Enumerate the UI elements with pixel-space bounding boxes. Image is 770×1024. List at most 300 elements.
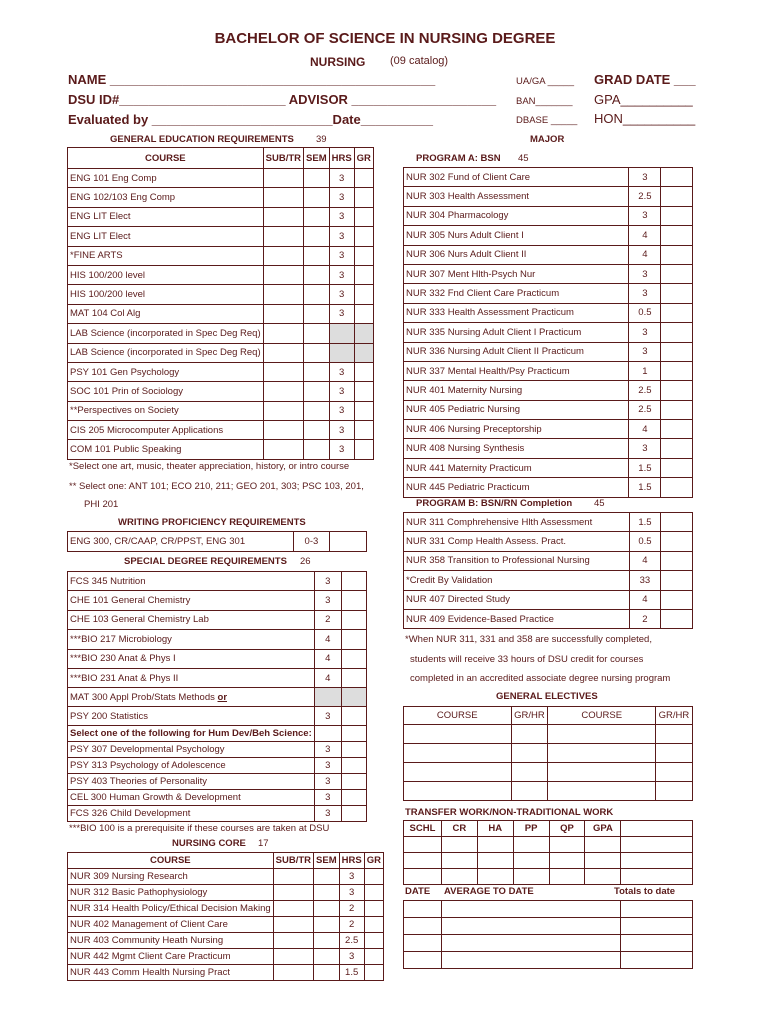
name-field[interactable]: NAME _____________________________________________	[68, 72, 436, 87]
table-row	[404, 168, 693, 187]
entry-cell[interactable]	[548, 744, 656, 763]
grade-cell[interactable]	[661, 381, 693, 400]
hrs-cell: 3	[329, 304, 354, 323]
subtr-cell[interactable]	[273, 917, 313, 933]
course-cell: CHE 103 General Chemistry Lab	[68, 610, 315, 629]
grade-cell[interactable]	[661, 513, 693, 532]
table-row	[404, 837, 693, 853]
hrs-cell: 4	[314, 649, 341, 668]
subtr-cell[interactable]	[273, 949, 313, 965]
entry-cell[interactable]	[585, 853, 621, 869]
grade-cell[interactable]	[661, 168, 693, 187]
program-a-table	[403, 167, 693, 498]
grade-cell[interactable]	[354, 169, 373, 188]
grade-cell[interactable]	[354, 362, 373, 381]
entry-cell[interactable]	[621, 837, 693, 853]
sem-cell[interactable]	[304, 285, 330, 304]
grade-cell[interactable]	[354, 246, 373, 265]
totals-table	[403, 900, 693, 969]
hrs-cell: 0.5	[629, 303, 661, 322]
subtr-cell[interactable]	[263, 382, 303, 401]
entry-cell[interactable]	[513, 853, 549, 869]
grade-cell[interactable]	[341, 726, 366, 742]
entry-cell[interactable]	[655, 744, 692, 763]
entry-cell[interactable]	[511, 763, 548, 782]
totals-label: Totals to date	[614, 886, 676, 897]
hrs-cell: 4	[629, 590, 661, 609]
grade-cell[interactable]	[354, 421, 373, 440]
sem-cell[interactable]	[314, 933, 340, 949]
hrs-cell: 3	[314, 591, 341, 610]
course-cell: PSY 313 Psychology of Adolescence	[68, 758, 315, 774]
hrs-cell: 2	[339, 917, 364, 933]
grade-cell[interactable]	[661, 439, 693, 458]
grade-cell[interactable]	[341, 591, 366, 610]
table-row	[68, 421, 374, 440]
subtr-cell[interactable]	[273, 869, 313, 885]
subtr-cell[interactable]	[273, 885, 313, 901]
entry-cell[interactable]	[621, 952, 693, 969]
entry-cell[interactable]	[549, 853, 585, 869]
sem-cell[interactable]	[304, 440, 330, 459]
table-row	[404, 206, 693, 225]
subtr-cell[interactable]	[263, 304, 303, 323]
subtr-cell[interactable]	[263, 227, 303, 246]
grade-cell[interactable]	[341, 649, 366, 668]
table-row	[404, 763, 693, 782]
mat-label: MAT 300 Appl Prob/Stats Methods	[70, 691, 215, 703]
table-row	[404, 361, 693, 380]
sem-cell	[304, 343, 330, 362]
entry-cell[interactable]	[441, 901, 620, 918]
subtr-cell[interactable]	[263, 440, 303, 459]
writing-title: WRITING PROFICIENCY REQUIREMENTS	[118, 517, 306, 528]
subtr-cell[interactable]	[263, 169, 303, 188]
subtr-cell[interactable]	[263, 265, 303, 284]
hrs-cell: 3	[314, 742, 341, 758]
table-row	[404, 187, 693, 206]
entry-cell[interactable]	[585, 869, 621, 885]
course-cell: NUR 335 Nursing Adult Client I Practicum	[404, 323, 629, 342]
subtr-cell[interactable]	[263, 207, 303, 226]
hrs-cell: 3	[314, 572, 341, 591]
grade-cell[interactable]	[354, 382, 373, 401]
special-table	[67, 571, 367, 822]
grade-cell[interactable]	[661, 571, 693, 590]
table-row	[68, 227, 374, 246]
entry-cell[interactable]	[404, 901, 442, 918]
subtr-cell[interactable]	[263, 362, 303, 381]
grade-cell[interactable]	[661, 551, 693, 570]
program-b-table	[403, 512, 693, 629]
evaluated-by-field[interactable]: Evaluated by _________________________Date__________	[68, 112, 434, 127]
table-row	[68, 901, 384, 917]
grade-cell[interactable]	[354, 401, 373, 420]
grade-cell[interactable]	[661, 245, 693, 264]
grade-cell[interactable]	[661, 590, 693, 609]
subtr-cell[interactable]	[263, 401, 303, 420]
entry-cell[interactable]	[441, 918, 620, 935]
table-row	[404, 782, 693, 801]
electives-body	[404, 725, 693, 801]
course-cell: NUR 408 Nursing Synthesis	[404, 439, 629, 458]
entry-cell[interactable]	[477, 837, 513, 853]
course-cell: NUR 311 Comphrehensive Hlth Assessment	[404, 513, 630, 532]
program-b-title: PROGRAM B: BSN/RN Completion	[416, 498, 573, 509]
entry-cell[interactable]	[621, 853, 693, 869]
entry-cell[interactable]	[548, 782, 656, 801]
sem-cell[interactable]	[304, 207, 330, 226]
course-cell: NUR 314 Health Policy/Ethical Decision Making	[68, 901, 274, 917]
sem-cell[interactable]	[304, 227, 330, 246]
entry-cell[interactable]	[655, 725, 692, 744]
table-row	[68, 917, 384, 933]
course-cell: NUR 407 Directed Study	[404, 590, 630, 609]
grade-cell[interactable]	[661, 264, 693, 283]
col-gr: GR	[364, 853, 383, 869]
entry-cell[interactable]	[621, 901, 693, 918]
entry-cell[interactable]	[404, 853, 442, 869]
table-row	[68, 188, 374, 207]
hrs-cell: 3	[629, 206, 661, 225]
table-row	[68, 572, 367, 591]
entry-cell[interactable]	[548, 763, 656, 782]
grade-cell[interactable]	[661, 458, 693, 477]
entry-cell[interactable]	[621, 869, 693, 885]
course-cell: NUR 337 Mental Health/Psy Practicum	[404, 361, 629, 380]
grade-cell[interactable]	[661, 609, 693, 628]
grade-cell[interactable]	[354, 227, 373, 246]
grade-cell[interactable]	[364, 965, 383, 981]
entry-cell[interactable]	[404, 837, 442, 853]
col-hrs: HRS	[339, 853, 364, 869]
table-row	[68, 630, 367, 649]
course-cell: CEL 300 Human Growth & Development	[68, 790, 315, 806]
grade-cell[interactable]	[341, 572, 366, 591]
grade-cell[interactable]	[661, 187, 693, 206]
hum-select-note: Select one of the following for Hum Dev/Beh Science:	[68, 726, 315, 742]
table-row	[68, 324, 374, 343]
col-sem: SEM	[304, 148, 330, 169]
course-cell: PSY 307 Developmental Psychology	[68, 742, 315, 758]
hrs-cell: 4	[629, 551, 661, 570]
entry-cell[interactable]	[513, 869, 549, 885]
table-row	[68, 440, 374, 459]
table-row	[404, 571, 693, 590]
subtr-cell[interactable]	[263, 246, 303, 265]
hon-field[interactable]: HON__________	[594, 111, 696, 126]
hrs-cell: 2.5	[629, 400, 661, 419]
col-subtr: SUB/TR	[273, 853, 313, 869]
core-hours: 17	[258, 838, 269, 849]
entry-cell[interactable]	[441, 853, 477, 869]
sem-cell[interactable]	[314, 885, 340, 901]
grade-cell[interactable]	[341, 758, 366, 774]
table-row	[68, 591, 367, 610]
grade-cell[interactable]	[661, 284, 693, 303]
grade-cell[interactable]	[661, 532, 693, 551]
subtr-cell[interactable]	[263, 188, 303, 207]
entry-cell[interactable]	[549, 837, 585, 853]
program-name: NURSING	[310, 55, 366, 69]
subtr-cell[interactable]	[273, 933, 313, 949]
subtr-cell	[263, 343, 303, 362]
writing-hrs: 0-3	[293, 532, 330, 552]
course-cell: NUR 443 Comm Health Nursing Pract	[68, 965, 274, 981]
hrs-cell: 3	[629, 168, 661, 187]
or-label: or	[217, 691, 228, 703]
hrs-cell: 3	[329, 401, 354, 420]
grade-cell[interactable]	[341, 630, 366, 649]
mat-course	[68, 688, 315, 707]
grade-cell[interactable]	[330, 532, 367, 552]
table-row	[404, 478, 693, 497]
grade-cell[interactable]	[661, 420, 693, 439]
grade-cell[interactable]	[341, 668, 366, 687]
course-cell: NUR 336 Nursing Adult Client II Practicum	[404, 342, 629, 361]
col-gr: GR	[354, 148, 373, 169]
course-cell: NUR 403 Community Heath Nursing	[68, 933, 274, 949]
sem-cell[interactable]	[304, 362, 330, 381]
electives-header-row	[404, 707, 693, 725]
table-row	[404, 420, 693, 439]
entry-cell[interactable]	[404, 952, 442, 969]
entry-cell[interactable]	[549, 869, 585, 885]
table-row	[68, 362, 374, 381]
entry-cell[interactable]	[621, 935, 693, 952]
course-cell: MAT 104 Col Alg	[68, 304, 264, 323]
course-cell: HIS 100/200 level	[68, 285, 264, 304]
sem-cell[interactable]	[304, 421, 330, 440]
course-cell: PSY 403 Theories of Personality	[68, 774, 315, 790]
grade-cell[interactable]	[354, 440, 373, 459]
hrs-cell: 4	[629, 245, 661, 264]
table-row	[68, 933, 384, 949]
program-b-note-1: *When NUR 311, 331 and 358 are successfully completed,	[405, 634, 652, 645]
entry-cell[interactable]	[548, 725, 656, 744]
hrs-cell: 3	[629, 323, 661, 342]
table-row	[68, 343, 374, 362]
table-row	[404, 532, 693, 551]
table-row	[68, 726, 367, 742]
course-cell: NUR 306 Nurs Adult Client II	[404, 245, 629, 264]
course-cell: NUR 402 Management of Client Care	[68, 917, 274, 933]
sem-cell[interactable]	[314, 949, 340, 965]
table-row	[404, 725, 693, 744]
grade-cell[interactable]	[341, 742, 366, 758]
entry-cell[interactable]	[404, 782, 512, 801]
course-cell: NUR 303 Health Assessment	[404, 187, 629, 206]
grade-cell[interactable]	[661, 206, 693, 225]
average-label: AVERAGE TO DATE	[444, 886, 534, 897]
hrs-cell: 3	[329, 265, 354, 284]
table-row	[68, 610, 367, 629]
col-grhr: GR/HR	[655, 707, 692, 725]
table-row	[404, 381, 693, 400]
table-row	[404, 264, 693, 283]
uaga-field[interactable]: UA/GA _____	[516, 76, 575, 87]
table-row	[404, 513, 693, 532]
grade-cell[interactable]	[661, 478, 693, 497]
grade-cell[interactable]	[661, 323, 693, 342]
ban-field[interactable]: BAN_______	[516, 96, 573, 107]
gpa-field[interactable]: GPA__________	[594, 92, 693, 107]
course-cell: ENG 101 Eng Comp	[68, 169, 264, 188]
grade-cell[interactable]	[364, 885, 383, 901]
entry-cell[interactable]	[511, 782, 548, 801]
grade-cell	[354, 343, 373, 362]
entry-cell[interactable]	[585, 837, 621, 853]
course-cell: NUR 302 Fund of Client Care	[404, 168, 629, 187]
entry-cell[interactable]	[404, 725, 512, 744]
entry-cell[interactable]	[513, 837, 549, 853]
entry-cell[interactable]	[441, 935, 620, 952]
grade-cell[interactable]	[354, 207, 373, 226]
hrs-cell: 3	[329, 362, 354, 381]
course-cell: NUR 304 Pharmacology	[404, 206, 629, 225]
hrs-cell: 3	[314, 758, 341, 774]
program-a-hours: 45	[518, 153, 529, 164]
table-row	[68, 382, 374, 401]
writing-table	[67, 531, 367, 552]
subtr-cell[interactable]	[263, 421, 303, 440]
hrs-cell	[314, 688, 341, 707]
table-row	[68, 965, 384, 981]
entry-cell[interactable]	[655, 763, 692, 782]
entry-cell[interactable]	[404, 744, 512, 763]
entry-cell[interactable]	[404, 935, 442, 952]
table-row	[404, 935, 693, 952]
gen-ed-table	[67, 147, 374, 460]
major-title: MAJOR	[530, 134, 565, 145]
entry-cell[interactable]	[477, 853, 513, 869]
hrs-cell: 2	[629, 609, 661, 628]
subtr-cell[interactable]	[273, 965, 313, 981]
sem-cell[interactable]	[304, 401, 330, 420]
grade-cell[interactable]	[364, 949, 383, 965]
sem-cell[interactable]	[314, 965, 340, 981]
sem-cell[interactable]	[304, 246, 330, 265]
grade-cell[interactable]	[354, 304, 373, 323]
sem-cell[interactable]	[304, 188, 330, 207]
core-body	[68, 869, 384, 981]
table-row	[68, 169, 374, 188]
psy-course: PSY 200 Statistics	[68, 707, 315, 726]
hrs-cell: 2	[339, 901, 364, 917]
hrs-cell: 3	[329, 421, 354, 440]
subtr-cell[interactable]	[263, 285, 303, 304]
grade-cell[interactable]	[364, 901, 383, 917]
grade-cell[interactable]	[341, 806, 366, 822]
course-cell: NUR 305 Nurs Adult Client I	[404, 226, 629, 245]
hrs-cell: 3	[339, 949, 364, 965]
grade-cell[interactable]	[661, 303, 693, 322]
gen-ed-body	[68, 169, 374, 460]
grade-cell[interactable]	[661, 361, 693, 380]
gen-ed-note-3: PHI 201	[84, 499, 119, 510]
hrs-cell: 4	[314, 630, 341, 649]
grade-cell[interactable]	[341, 707, 366, 726]
sem-cell[interactable]	[304, 265, 330, 284]
table-row	[68, 246, 374, 265]
sem-cell[interactable]	[314, 869, 340, 885]
grade-cell[interactable]	[354, 285, 373, 304]
date-label: DATE	[405, 886, 431, 897]
col-sem: SEM	[314, 853, 340, 869]
grade-cell[interactable]	[364, 869, 383, 885]
subtr-cell[interactable]	[273, 901, 313, 917]
entry-cell[interactable]	[511, 725, 548, 744]
table-row	[404, 458, 693, 477]
grade-cell[interactable]	[364, 933, 383, 949]
hrs-cell: 4	[629, 420, 661, 439]
grade-cell	[341, 688, 366, 707]
transfer-body	[404, 837, 693, 885]
entry-cell[interactable]	[621, 918, 693, 935]
course-cell: LAB Science (incorporated in Spec Deg Req)	[68, 343, 264, 362]
entry-cell[interactable]	[477, 869, 513, 885]
table-row	[404, 342, 693, 361]
sem-cell[interactable]	[304, 304, 330, 323]
col-cr: CR	[441, 821, 477, 837]
hrs-cell: 3	[329, 440, 354, 459]
grade-cell[interactable]	[661, 226, 693, 245]
entry-cell[interactable]	[511, 744, 548, 763]
table-row	[404, 226, 693, 245]
dbase-field[interactable]: DBASE _____	[516, 115, 578, 126]
dsu-advisor-field[interactable]: DSU ID#_______________________ ADVISOR ____________________	[68, 92, 497, 107]
transfer-table	[403, 820, 693, 885]
grade-cell[interactable]	[341, 610, 366, 629]
grade-cell[interactable]	[341, 790, 366, 806]
grade-cell[interactable]	[354, 188, 373, 207]
entry-cell[interactable]	[441, 952, 620, 969]
grade-cell[interactable]	[354, 265, 373, 284]
hrs-cell: 3	[629, 342, 661, 361]
core-title: NURSING CORE	[172, 838, 246, 849]
program-b-note-3: completed in an accredited associate degree nursing program	[410, 673, 671, 684]
grade-cell[interactable]	[661, 342, 693, 361]
course-cell: NUR 401 Maternity Nursing	[404, 381, 629, 400]
entry-cell[interactable]	[404, 918, 442, 935]
entry-cell[interactable]	[441, 869, 477, 885]
sem-cell[interactable]	[304, 169, 330, 188]
sem-cell[interactable]	[314, 901, 340, 917]
sem-cell[interactable]	[314, 917, 340, 933]
grade-cell[interactable]	[661, 400, 693, 419]
electives-title: GENERAL ELECTIVES	[496, 691, 598, 702]
entry-cell[interactable]	[655, 782, 692, 801]
sem-cell[interactable]	[304, 382, 330, 401]
entry-cell[interactable]	[404, 763, 512, 782]
transfer-header-row	[404, 821, 693, 837]
special-title: SPECIAL DEGREE REQUIREMENTS	[124, 556, 287, 567]
grade-cell[interactable]	[364, 917, 383, 933]
course-cell: SOC 101 Prin of Sociology	[68, 382, 264, 401]
hrs-cell: 3	[629, 264, 661, 283]
grade-cell[interactable]	[341, 774, 366, 790]
course-cell: NUR 441 Maternity Practicum	[404, 458, 629, 477]
entry-cell[interactable]	[404, 869, 442, 885]
grad-date-field[interactable]: GRAD DATE ___	[594, 72, 696, 87]
hrs-cell	[329, 343, 354, 362]
hrs-cell: 0.5	[629, 532, 661, 551]
hrs-cell: 3	[314, 774, 341, 790]
table-row	[404, 590, 693, 609]
col-grhr: GR/HR	[511, 707, 548, 725]
entry-cell[interactable]	[441, 837, 477, 853]
table-row	[68, 885, 384, 901]
